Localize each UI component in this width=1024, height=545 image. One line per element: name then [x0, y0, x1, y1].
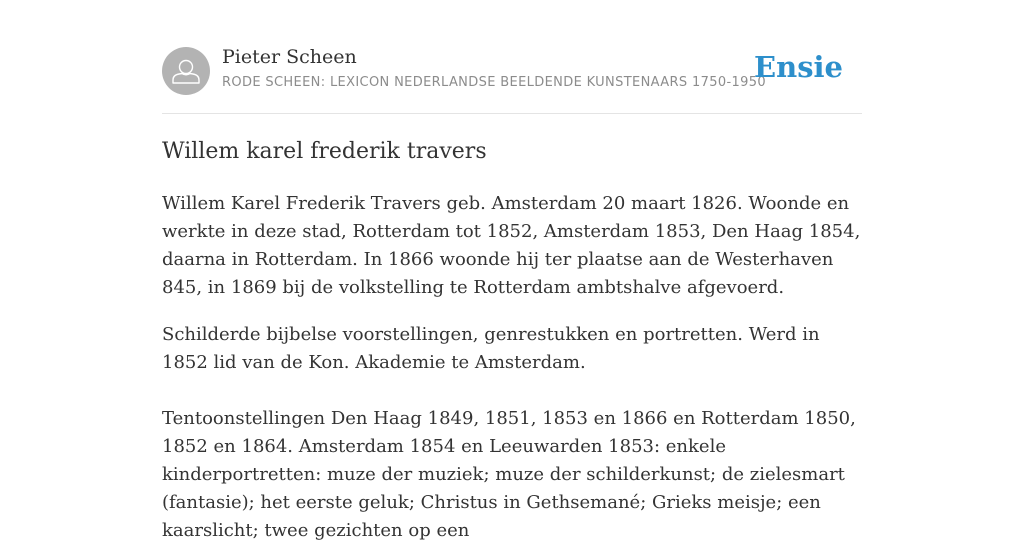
user-silhouette-icon	[162, 47, 210, 95]
article-container	[162, 0, 862, 541]
article-paragraph-3: Tentoonstellingen Den Haag 1849, 1851, 1853 en 1866 en Rotterdam 1850, 1852 en 1864. Amsterdam 1854 en Leeuwarden 1853: enkele kinderportretten: muze der muziek; muze der schilderkunst; de zielesmart (fantasie); het eerste geluk; Christus in Gethsemané; Grieks meisje; een kaarslicht; twee gezichten op een	[162, 408, 856, 541]
source-title[interactable]: RODE SCHEEN: LEXICON NEDERLANDSE BEELDENDE KUNSTENAARS 1750-1950	[222, 75, 766, 90]
article-title: Willem karel frederik travers	[162, 139, 487, 164]
ensie-logo[interactable]: Ensie	[754, 50, 843, 84]
author-name[interactable]: Pieter Scheen	[222, 46, 357, 68]
article-paragraph-2: Schilderde bijbelse voorstellingen, genrestukken en portretten. Werd in 1852 lid van de Kon. Akademie te Amsterdam.	[162, 324, 820, 373]
article-header	[162, 0, 862, 114]
author-avatar[interactable]	[162, 47, 210, 95]
article-paragraph-1: Willem Karel Frederik Travers geb. Amsterdam 20 maart 1826. Woonde en werkte in deze stad, Rotterdam tot 1852, Amsterdam 1853, Den Haag 1854, daarna in Rotterdam. In 1866 woonde hij ter plaatse aan de Westerhaven 845, in 1869 bij de volkstelling te Rotterdam ambtshalve afgevoerd.	[162, 193, 861, 298]
